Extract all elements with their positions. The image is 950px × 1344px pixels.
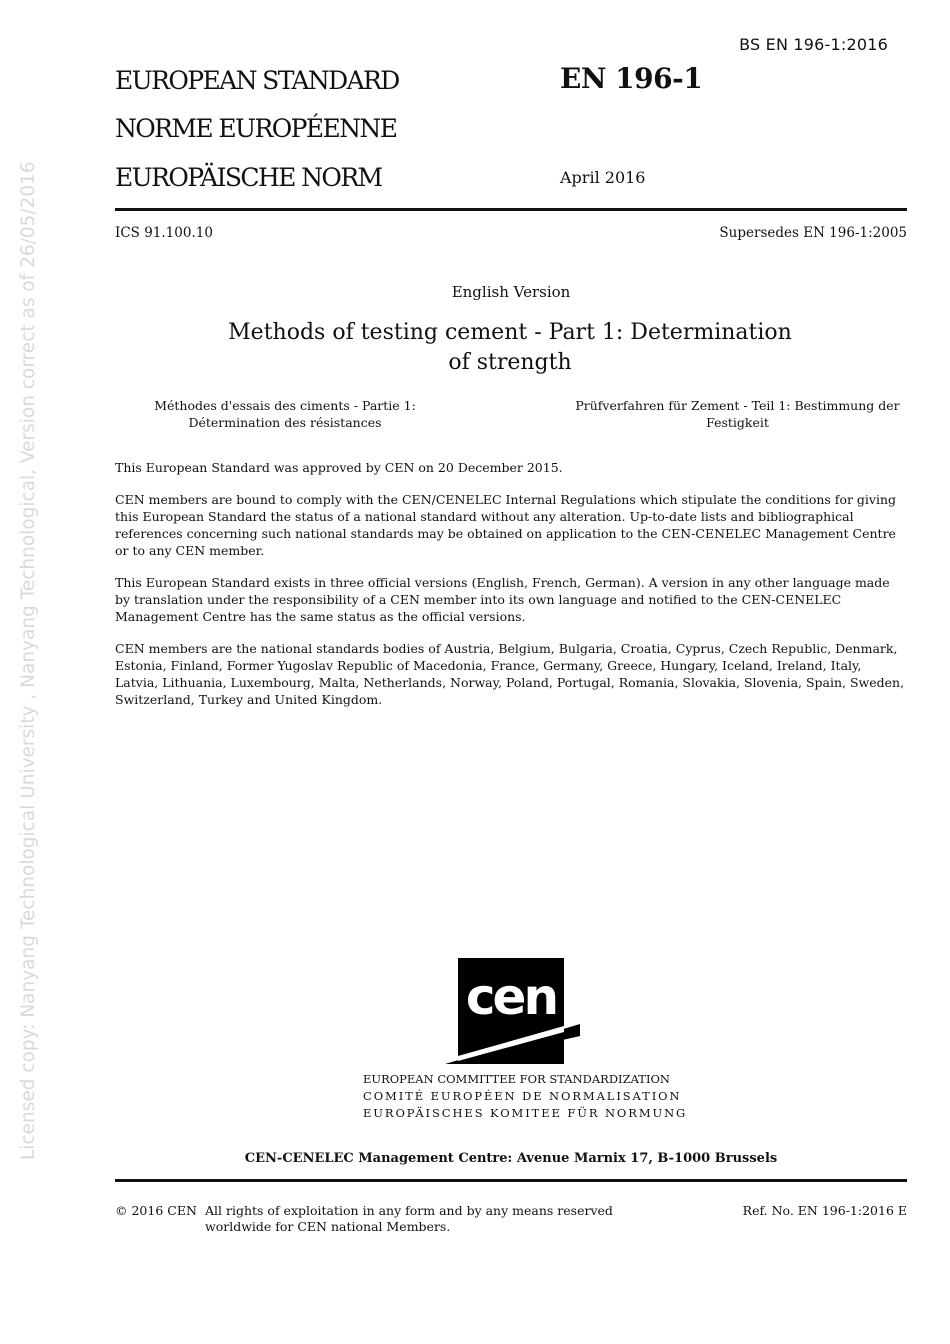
committee-name-german: EUROPÄISCHES KOMITEE FÜR NORMUNG: [363, 1106, 688, 1120]
cen-logo: [445, 958, 580, 1064]
german-title: Prüfverfahren für Zement - Teil 1: Bestimmung der Festigkeit: [575, 398, 900, 430]
svg-text:cen: cen: [465, 968, 557, 1026]
compliance-paragraph: CEN members are bound to comply with the CEN/CENELEC Internal Regulations which stipulate the conditions for giving this European Standard the status of a national standard without any alteration. Up-to-date lists and bibliographical references concerning such national standards may be obtained on application to the CEN-CENELEC Management Centre or to any CEN member.: [115, 492, 897, 558]
committee-name-english: EUROPEAN COMMITTEE FOR STANDARDIZATION: [363, 1072, 670, 1086]
ics-code: ICS 91.100.10: [115, 225, 213, 241]
approval-paragraph: This European Standard was approved by CEN on 20 December 2015.: [115, 460, 563, 475]
header-title-german: EUROPÄISCHE NORM: [115, 163, 382, 192]
header-title-french: NORME EUROPÉENNE: [115, 114, 397, 143]
french-title: Méthodes d'essais des ciments - Partie 1: Détermination des résistances: [154, 398, 416, 430]
members-paragraph: CEN members are the national standards bodies of Austria, Belgium, Bulgaria, Croatia, Cyprus, Czech Republic, Denmark, Estonia, Finland, Former Yugoslav Republic of Macedonia, France, Germany, Greece, Hungary, Iceland, Ireland, Italy, Latvia, Lithuania, Luxembourg, Malta, Netherlands, Norway, Poland, Portugal, Romania, Slovakia, Slovenia, Spain, Sweden, Switzerland, Turkey and United Kingdom.: [115, 641, 905, 707]
footer-divider: [115, 1179, 907, 1182]
management-centre: CEN-CENELEC Management Centre: Avenue Marnix 17, B-1000 Brussels: [244, 1151, 778, 1166]
license-watermark: Licensed copy: Nanyang Technological University , Nanyang Technological, Version correct as of 26/05/2016: [18, 161, 39, 1160]
header-title-english: EUROPEAN STANDARD: [115, 66, 399, 95]
supersedes-note: Supersedes EN 196-1:2005: [719, 225, 907, 241]
publication-date: April 2016: [560, 168, 646, 187]
version-label: English Version: [451, 283, 571, 301]
committee-name-french: COMITÉ EUROPÉEN DE NORMALISATION: [363, 1089, 682, 1103]
document-title: Methods of testing cement - Part 1: Determination of strength: [228, 320, 792, 375]
reference-number: Ref. No. EN 196-1:2016 E: [742, 1203, 907, 1218]
copyright: © 2016 CEN: [115, 1203, 197, 1218]
header-divider: [115, 208, 907, 211]
bs-reference: BS EN 196-1:2016: [739, 35, 888, 54]
rights-line-2: worldwide for CEN national Members.: [205, 1219, 451, 1234]
rights-line-1: All rights of exploitation in any form and by any means reserved: [205, 1203, 613, 1218]
standard-number: EN 196-1: [560, 62, 703, 95]
versions-paragraph: This European Standard exists in three official versions (English, French, German). A version in any other language made by translation under the responsibility of a CEN member into its own language and notified to the CEN-CENELEC Management Centre has the same status as the official versions.: [115, 575, 890, 624]
